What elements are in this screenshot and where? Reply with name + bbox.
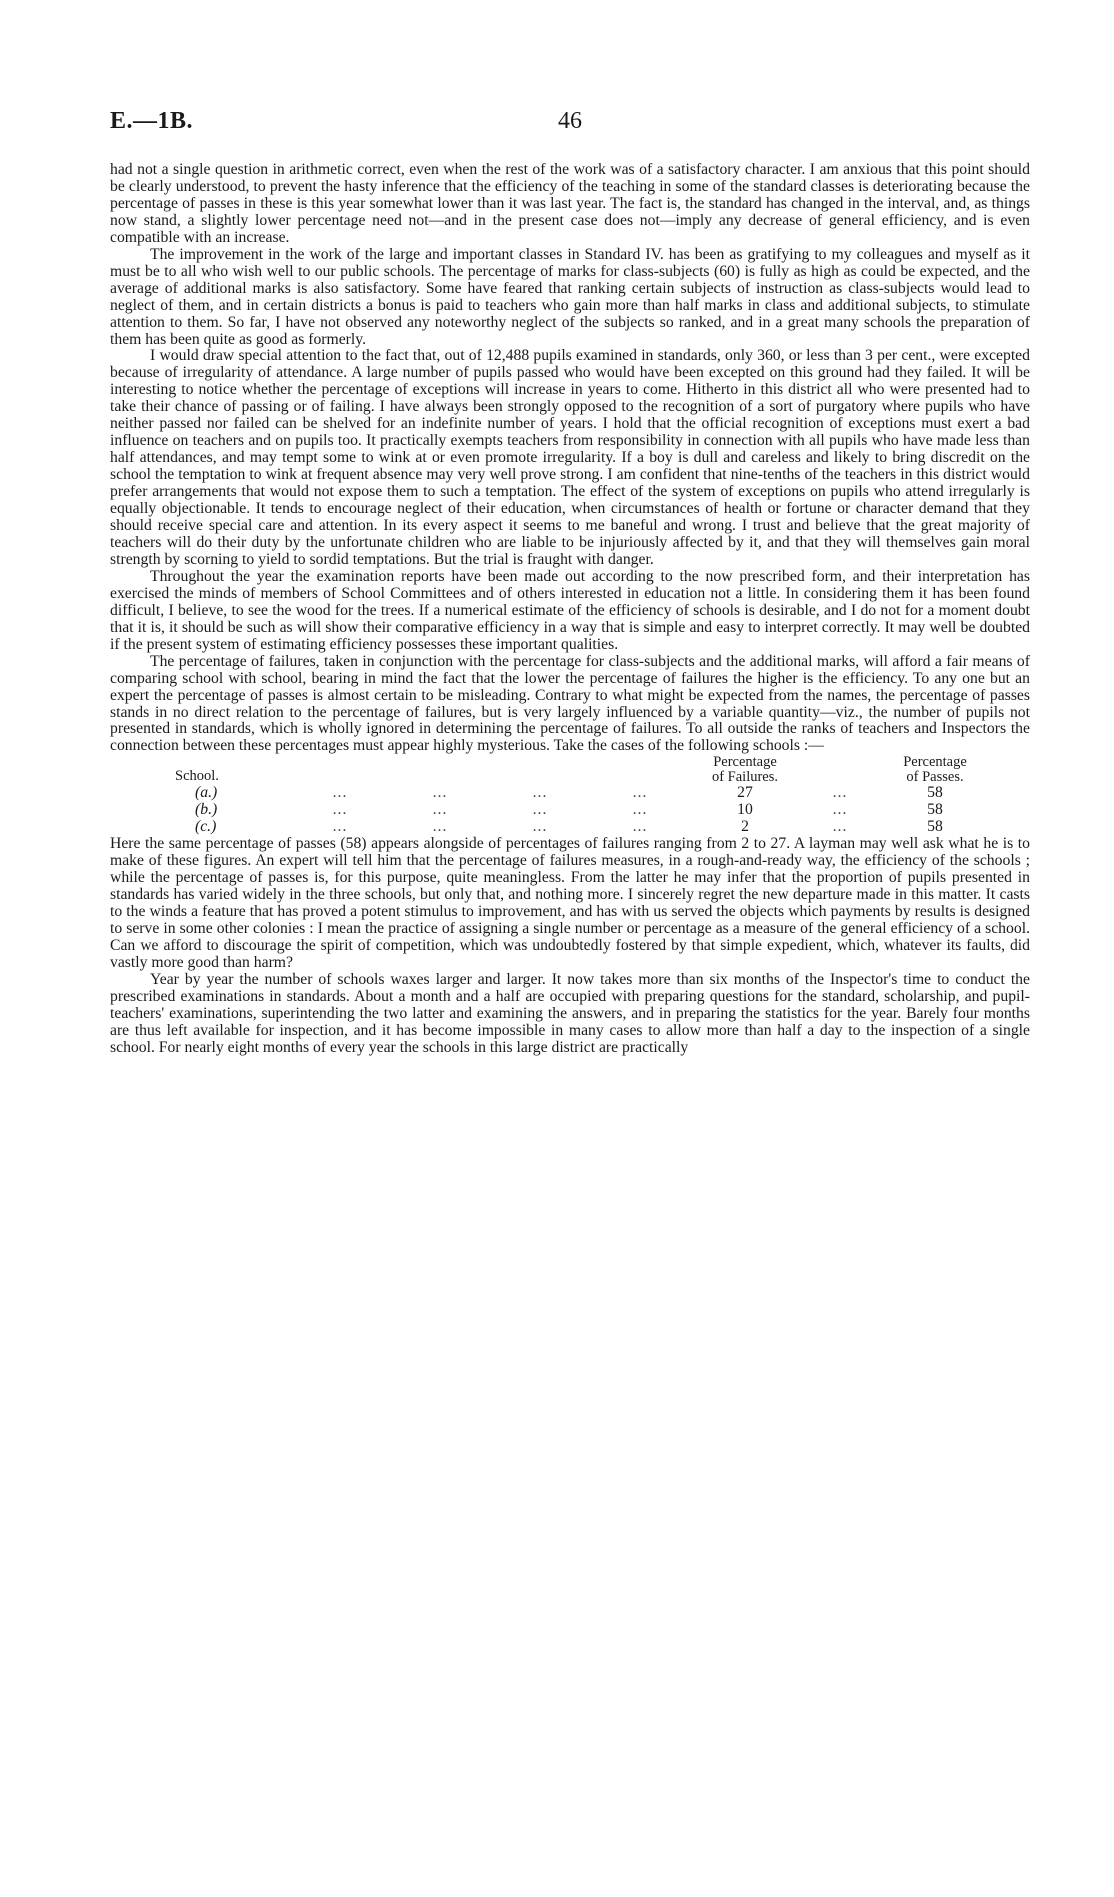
table-row: (b.) ... ... ... ... 10 ... 58 — [110, 802, 1030, 819]
document-page — [110, 100, 1030, 1056]
row-label: (c.) — [195, 818, 217, 836]
col-header-failures: Percentage of Failures. — [711, 754, 779, 786]
table-header-row — [110, 755, 1030, 785]
body-text — [110, 162, 1030, 1057]
passes-value: 58 — [927, 801, 943, 819]
col-header-passes: Percentage of Passes. — [903, 754, 967, 786]
schools-table — [110, 755, 1030, 836]
document-id: E.—1B. — [110, 108, 194, 134]
failures-value: 27 — [737, 784, 753, 802]
row-label: (a.) — [195, 784, 218, 802]
row-label: (b.) — [195, 801, 218, 819]
col-header-school: School. — [175, 768, 219, 785]
passes-value: 58 — [927, 784, 943, 802]
paragraph-7: Year by year the number of schools waxes larger and larger. It now takes more than six months of the Inspector's time to conduct the prescribed examinations in standards. About a month and a half are occupied with preparing questions for the standard, scholarship, and pupil-teachers' examinations, superintending the two latter and examining the answers, and in preparing the statistics for the year. Barely four months are thus left available for inspection, and it has become impossible in many cases to allow more than half a day to the inspection of a single school. For nearly eight months of every year the schools in this large district are practically — [110, 970, 1030, 1056]
page-number: 46 — [558, 108, 582, 134]
page-header — [110, 100, 1030, 140]
table-row: (a.) ... ... ... ... 27 ... 58 — [110, 785, 1030, 802]
paragraph-4: Throughout the year the examination reports have been made out according to the now prescribed form, and their interpretation has exercised the minds of members of School Committees and of others interested in education not a little. In considering them it has been found difficult, I believe, to see the wood for the trees. If a numerical estimate of the efficiency of schools is desirable, and I do not for a moment doubt that it is, it should be such as will show their comparative efficiency in a way that is simple and easy to interpret correctly. It may well be doubted if the present system of estimating efficiency possesses these important qualities. — [110, 567, 1030, 653]
paragraph-6: Here the same percentage of passes (58) appears alongside of percentages of failures ranging from 2 to 27. A layman may well ask what he is to make of these figures. An expert will tell him that the percentage of failures measures, in a rough-and-ready way, the efficiency of the schools ; while the percentage of passes is, for this purpose, quite meaningless. From the latter he may infer that the proportion of pupils presented in standards has varied widely in the three schools, but only that, and nothing more. I sincerely regret the new departure made in this matter. It casts to the winds a feature that has proved a potent stimulus to improvement, and has with us served the objects which payments by results is designed to serve in some other colonies : I mean the practice of assigning a single number or percentage as a measure of the general efficiency of a school. Can we afford to discourage the spirit of competition, which was undoubtedly fostered by that simple expedient, which, whatever its faults, did vastly more good than harm? — [110, 835, 1030, 971]
paragraph-1: had not a single question in arithmetic correct, even when the rest of the work was of a satisfactory character. I am anxious that this point should be clearly understood, to prevent the hasty inference that the efficiency of the teaching in some of the standard classes is deteriorating because the percentage of passes in these is this year somewhat lower than it was last year. The fact is, the standard has changed in the interval, and, as things now stand, a slightly lower percentage need not—and in the present case does not—imply any decrease of general efficiency, and is even compatible with an increase. — [110, 161, 1030, 246]
paragraph-2: The improvement in the work of the large and important classes in Standard IV. has been as gratifying to my colleagues and myself as it must be to all who wish well to our public schools. The percentage of marks for class-subjects (60) is fully as high as could be expected, and the average of additional marks is also satisfactory. Some have feared that ranking certain subjects of instruction as class-subjects would lead to neglect of them, and in certain districts a bonus is paid to teachers who gain more than half marks in class and additional subjects, to stimulate attention to them. So far, I have not observed any noteworthy neglect of the subjects so ranked, and in a great many schools the preparation of them has been quite as good as formerly. — [110, 245, 1030, 348]
failures-value: 10 — [737, 801, 753, 819]
passes-value: 58 — [927, 818, 943, 836]
failures-value: 2 — [741, 818, 749, 836]
paragraph-3: I would draw special attention to the fact that, out of 12,488 pupils examined in standards, only 360, or less than 3 per cent., were excepted because of irregularity of attendance. A large number of pupils passed who would have been excepted on this ground had they failed. It will be interesting to notice whether the percentage of exceptions will increase in years to come. Hitherto in this district all who were presented had to take their chance of passing or of failing. I have always been strongly opposed to the recognition of a sort of purgatory where pupils who have neither passed nor failed can be shelved for an indefinite number of years. I hold that the official recognition of exceptions must exert a bad influence on teachers and on pupils too. It practically exempts teachers from responsibility in connection with all pupils who have made less than half attendances, and may tempt some to wink at or even promote irregularity. If a boy is dull and careless and likely to bring discredit on the school the temptation to wink at frequent absence may very well prove strong. I am confident that nine-tenths of the teachers in this district would prefer arrangements that would not expose them to such a temptation. The effect of the system of exceptions on pupils who attend irregularly is equally objectionable. It tends to encourage neglect of their education, when circumstances of health or fortune or character demand that they should receive special care and attention. In its every aspect it seems to me baneful and wrong. I trust and believe that the great majority of teachers will do their duty by the unfortunate children who are liable to be injuriously affected by it, and that they will themselves gain moral strength by scorning to yield to sordid temptations. But the trial is fraught with danger. — [110, 347, 1030, 568]
paragraph-5: The percentage of failures, taken in conjunction with the percentage for class-subjects and the additional marks, will afford a fair means of comparing school with school, bearing in mind the fact that the lower the percentage of failures the higher is the efficiency. To any one but an expert the percentage of passes is almost certain to be misleading. Contrary to what might be expected from the names, the percentage of passes stands in no direct relation to the percentage of failures, but is very largely influenced by a variable quantity—viz., the number of pupils not presented in standards, which is wholly ignored in determining the percentage of failures. To all outside the ranks of teachers and Inspectors the connection between these percentages must appear highly mysterious. Take the cases of the following schools :— — [110, 652, 1030, 755]
table-row: (c.) ... ... ... ... 2 ... 58 — [110, 819, 1030, 836]
